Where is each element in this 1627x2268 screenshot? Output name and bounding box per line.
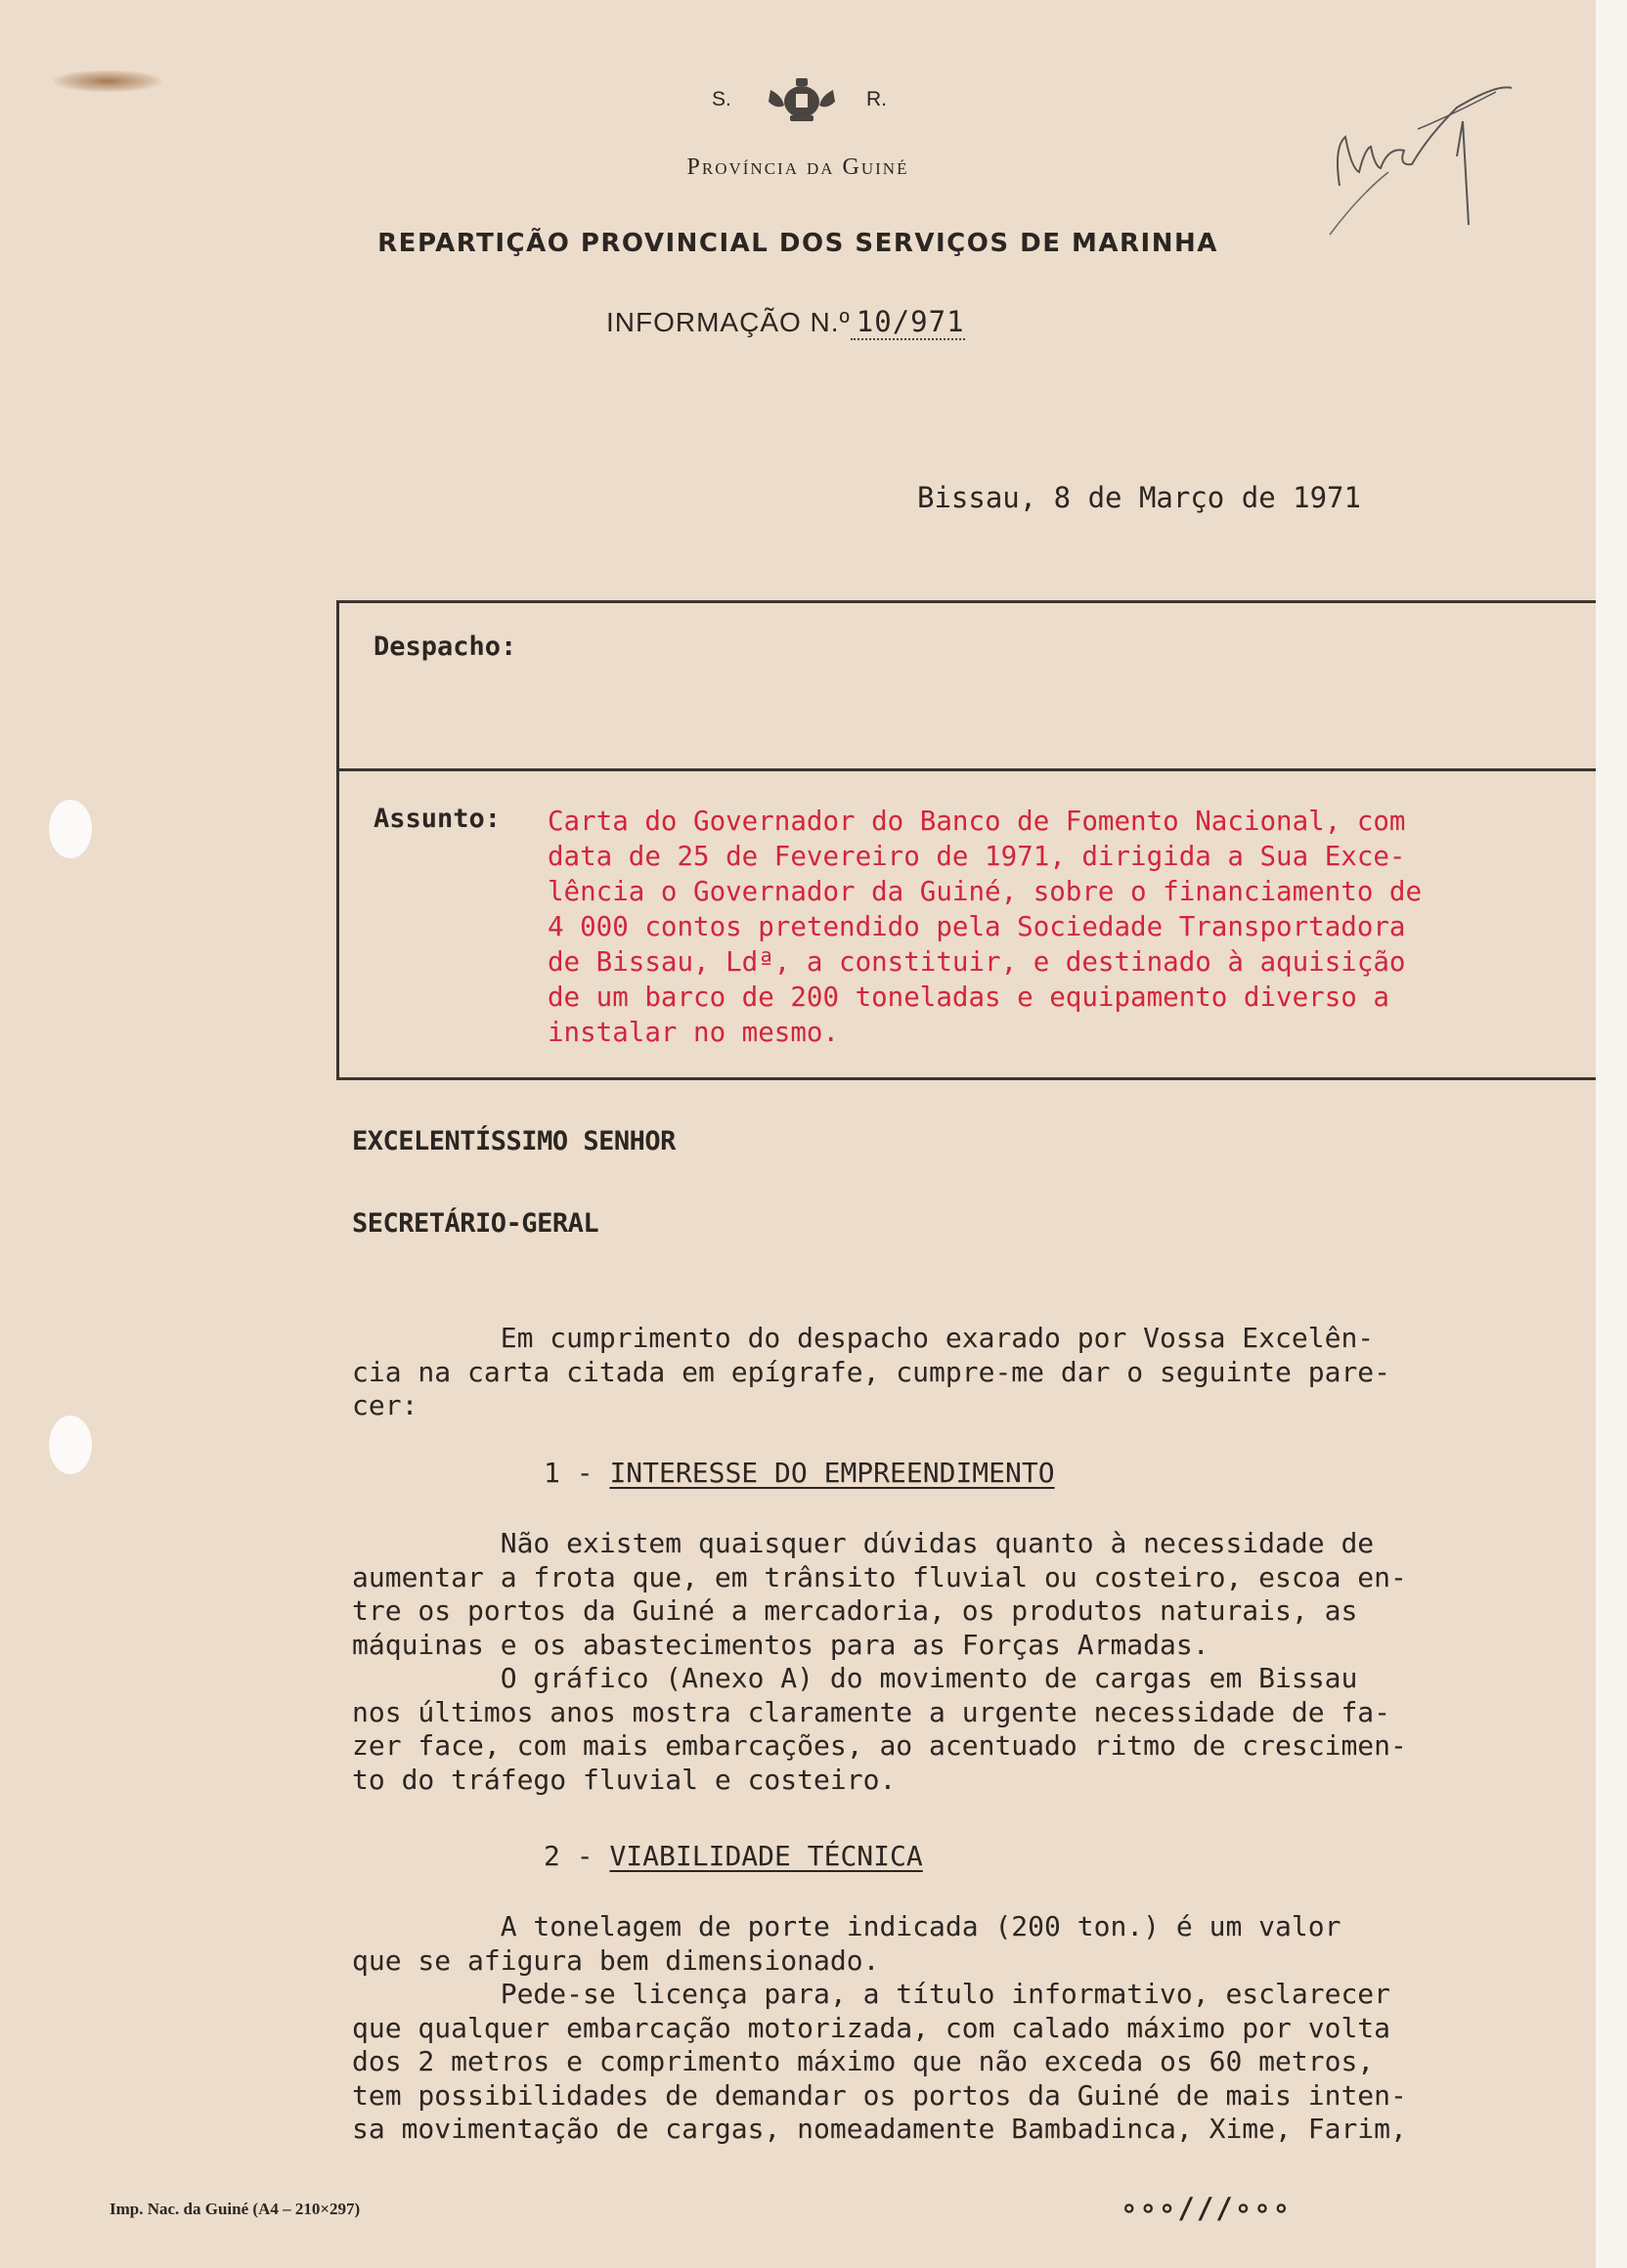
coat-of-arms-icon xyxy=(763,76,841,123)
province-title: Província da Guiné xyxy=(686,154,909,180)
punch-hole-top xyxy=(49,800,92,858)
box-left-border xyxy=(336,600,339,1079)
information-number xyxy=(606,305,965,338)
despacho-label: Despacho: xyxy=(374,632,517,662)
salutation-line-2: SECRETÁRIO-GERAL xyxy=(352,1208,599,1239)
handwritten-signature xyxy=(1310,78,1525,244)
box-top-border xyxy=(336,600,1596,603)
section-1-body: Não existem quaisquer dúvidas quanto à necessidade de aumentar a frota que, em trânsito fluvial ou costeiro, escoa en- tre os portos da Guiné a mercadoria, os produtos naturais, as máquinas e os abastecimentos para as Forças Armadas. O gráfico (Anexo A) do movimento de cargas em Bissau nos últimos anos mostra claramente a urgente necessidade de fa- zer face, com mais embarcações, ao acentuado ritmo de crescimen- to do tráfego fluvial e costeiro. xyxy=(352,1527,1407,1796)
date-line: Bissau, 8 de Março de 1971 xyxy=(917,481,1361,514)
info-number-value: 10/971 xyxy=(851,305,965,340)
section-1-number: 1 - xyxy=(544,1457,610,1489)
box-divider xyxy=(336,768,1596,771)
continuation-mark: ∘∘∘///∘∘∘ xyxy=(1121,2192,1293,2225)
section-2-title: VIABILIDADE TÉCNICA xyxy=(609,1840,923,1872)
paper-edge xyxy=(1596,0,1627,2268)
intro-paragraph: Em cumprimento do despacho exarado por Vossa Excelên- cia na carta citada em epígrafe, cumpre-me dar o seguinte pare- cer: xyxy=(352,1322,1391,1421)
seal-right-letter: R. xyxy=(866,88,887,110)
info-label: INFORMAÇÃO N.º xyxy=(606,307,851,337)
salutation-line-1: EXCELENTÍSSIMO SENHOR xyxy=(352,1126,676,1156)
section-1-heading xyxy=(544,1457,1055,1489)
section-2-number: 2 - xyxy=(544,1840,610,1872)
punch-hole-bottom xyxy=(49,1416,92,1474)
section-2-heading xyxy=(544,1840,923,1872)
assunto-text: Carta do Governador do Banco de Fomento Nacional, com data de 25 de Fevereiro de 1971, dirigida a Sua Exce- lência o Governador da Guiné, sobre o financiamento de 4 000 contos pretendido pela Sociedade Transportadora de Bissau, Ldª, a constituir, e destinado à aquisição de um barco de 200 toneladas e equipamento diverso a instalar no mesmo. xyxy=(548,806,1423,1048)
printer-imprint: Imp. Nac. da Guiné (A4 – 210×297) xyxy=(110,2200,361,2218)
assunto-label: Assunto: xyxy=(374,804,502,834)
seal-left-letter: S. xyxy=(712,88,731,110)
box-bottom-border xyxy=(336,1077,1596,1080)
section-1-title: INTERESSE DO EMPREENDIMENTO xyxy=(609,1457,1055,1489)
department-title: REPARTIÇÃO PROVINCIAL DOS SERVIÇOS DE MARINHA xyxy=(377,229,1218,258)
section-2-body: A tonelagem de porte indicada (200 ton.) é um valor que se afigura bem dimensionado. Pede-se licença para, a título informativo, esclarecer que qualquer embarcação motorizada, com calado máximo por volta dos 2 metros e comprimento máximo que não exceda os 60 metros, tem possibilidades de demandar os portos da Guiné de mais inten- sa movimentação de cargas, nomeadamente Bambadinca, Xime, Farim, xyxy=(352,1910,1407,2145)
